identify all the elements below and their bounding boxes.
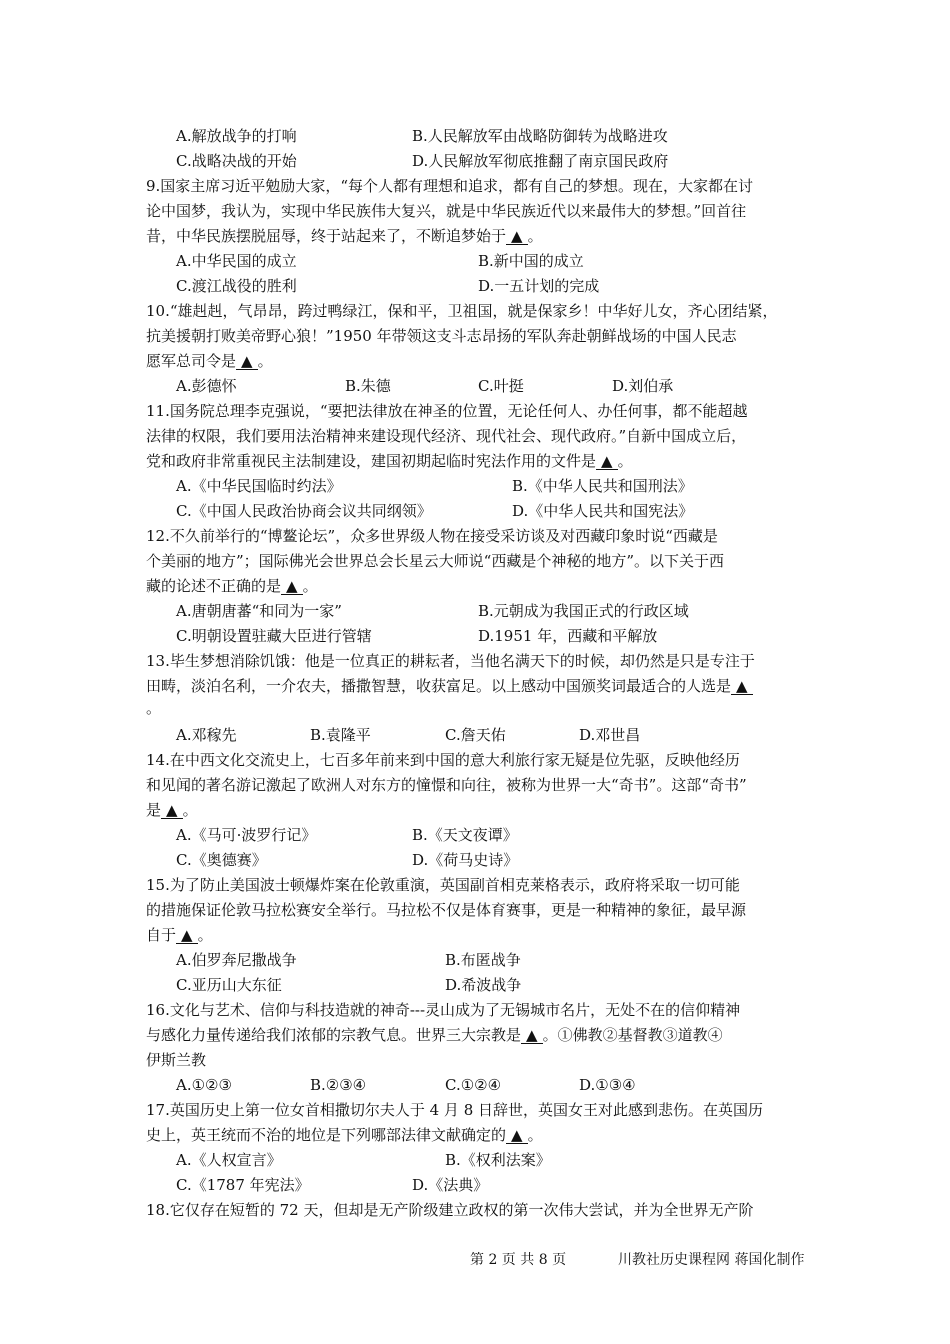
q18-stem-line1: 18.它仅存在短暂的 72 天，但却是无产阶级建立政权的第一次伟大尝试，并为全世界无产阶: [146, 1201, 754, 1219]
q14-stem-end: 。: [182, 801, 198, 819]
q8-option-c: C.战略决战的开始: [176, 152, 297, 170]
q8-option-d: D.人民解放军彻底推翻了南京国民政府: [412, 152, 669, 170]
q12-option-a: A.唐朝唐蕃“和同为一家”: [176, 602, 342, 620]
q11-answer-blank: ▲: [596, 453, 618, 470]
q16-answer-blank: ▲: [521, 1027, 543, 1044]
q11-stem-end: 。: [617, 452, 633, 470]
q16-stem-line3: 伊斯兰教: [146, 1051, 207, 1069]
q10-option-b: B.朱德: [345, 377, 391, 395]
q9-stem-text: 昔，中华民族摆脱屈辱，终于站起来了，不断追梦始于: [146, 227, 507, 245]
q14-option-d: D.《荷马史诗》: [412, 851, 519, 869]
q13-option-d: D.邓世昌: [579, 726, 641, 744]
footer-credit: 川教社历史课程网 蒋国化制作: [618, 1252, 805, 1268]
q15-stem-end: 。: [197, 926, 213, 944]
q11-stem-line3: [146, 451, 633, 471]
q12-option-c: C.明朝设置驻藏大臣进行管辖: [176, 627, 372, 645]
q15-stem-text: 自于: [146, 926, 177, 944]
q13-stem-text: 田畴，淡泊名利，一介农夫，播撒智慧，收获富足。以上感动中国颁奖词最适合的人选是: [146, 677, 732, 695]
q9-answer-blank: ▲: [506, 228, 528, 245]
q9-stem-line3: [146, 226, 543, 246]
q14-stem-text: 是: [146, 801, 162, 819]
q17-stem-text: 史上，英王统而不治的地位是下列哪部法律文献确定的: [146, 1126, 507, 1144]
q9-option-d: D.一五计划的完成: [478, 277, 600, 295]
q15-option-d: D.希波战争: [445, 976, 522, 994]
q15-option-c: C.亚历山大东征: [176, 976, 282, 994]
q17-stem-line1: 17.英国历史上第一位女首相撒切尔夫人于 4 月 8 日辞世，英国女王对此感到悲伤。在英国历: [146, 1101, 764, 1119]
q11-option-c: C.《中国人民政治协商会议共同纲领》: [176, 502, 432, 520]
q16-option-a: A.①②③: [176, 1076, 232, 1094]
q8-option-b: B.人民解放军由战略防御转为战略进攻: [412, 127, 668, 145]
q11-option-b: B.《中华人民共和国刑法》: [512, 477, 693, 495]
q17-option-b: B.《权利法案》: [445, 1151, 551, 1169]
q14-answer-blank: ▲: [161, 802, 183, 819]
q12-answer-blank: ▲: [281, 578, 303, 595]
q16-option-d: D.①③④: [579, 1076, 636, 1094]
q16-stem-choices: 。①佛教②基督教③道教④: [542, 1026, 723, 1044]
q8-option-a: A.解放战争的打响: [176, 127, 297, 145]
q17-option-a: A.《人权宣言》: [176, 1151, 282, 1169]
q15-stem-line3: [146, 925, 213, 945]
q15-option-b: B.布匿战争: [445, 951, 521, 969]
q13-option-c: C.詹天佑: [445, 726, 506, 744]
q10-stem-line2: 抗美援朝打败美帝野心狼！”1950 年带领这支斗志昂扬的军队奔赴朝鲜战场的中国人民志: [146, 327, 737, 345]
q14-stem-line1: 14.在中西文化交流史上，七百多年前来到中国的意大利旅行家无疑是位先驱，反映他经历: [146, 751, 740, 769]
q9-option-c: C.渡江战役的胜利: [176, 277, 297, 295]
q9-stem-line1: 9.国家主席习近平勉励大家，“每个人都有理想和追求，都有自己的梦想。现在，大家都在讨: [146, 177, 753, 195]
page-number: 第 2 页 共 8 页: [470, 1252, 567, 1268]
q15-answer-blank: ▲: [176, 927, 198, 944]
q17-stem-line2: [146, 1125, 543, 1145]
q16-stem-text: 与感化力量传递给我们浓郁的宗教气息。世界三大宗教是: [146, 1026, 522, 1044]
q11-stem-line1: 11.国务院总理李克强说，“要把法律放在神圣的位置，无论任何人、办任何事，都不能超越: [146, 402, 748, 420]
q17-stem-end: 。: [527, 1126, 543, 1144]
q9-stem-line2: 论中国梦，我认为，实现中华民族伟大复兴，就是中华民族近代以来最伟大的梦想。”回首往: [146, 202, 747, 220]
q10-option-d: D.刘伯承: [612, 377, 674, 395]
q13-option-a: A.邓稼先: [176, 726, 237, 744]
q11-option-a: A.《中华民国临时约法》: [176, 477, 342, 495]
q10-option-a: A.彭德怀: [176, 377, 237, 395]
q13-answer-blank: ▲: [731, 678, 753, 695]
q12-option-d: D.1951 年，西藏和平解放: [478, 627, 658, 645]
q10-stem-end: 。: [257, 352, 273, 370]
q14-option-a: A.《马可·波罗行记》: [176, 826, 317, 844]
q10-stem-line3: [146, 351, 273, 371]
q16-option-b: B.②③④: [310, 1076, 367, 1094]
q11-stem-line2: 法律的权限，我们要用法治精神来建设现代经济、现代社会、现代政府。”自新中国成立后，: [146, 427, 747, 445]
q15-stem-line1: 15.为了防止美国波士顿爆炸案在伦敦重演，英国副首相克莱格表示，政府将采取一切可能: [146, 876, 740, 894]
q16-option-c: C.①②④: [445, 1076, 502, 1094]
q11-stem-text: 党和政府非常重视民主法制建设，建国初期起临时宪法作用的文件是: [146, 452, 597, 470]
q14-stem-line3: [146, 800, 198, 820]
q10-option-c: C.叶挺: [478, 377, 524, 395]
q9-option-b: B.新中国的成立: [478, 252, 584, 270]
q12-stem-line3: [146, 576, 318, 596]
q14-option-c: C.《奥德赛》: [176, 851, 267, 869]
q10-answer-blank: ▲: [236, 353, 258, 370]
q12-stem-text: 藏的论述不正确的是: [146, 577, 282, 595]
q16-stem-line1: 16.文化与艺术、信仰与科技造就的神奇---灵山成为了无锡城市名片，无处不在的信仰精神: [146, 1001, 741, 1019]
q15-stem-line2: 的措施保证伦敦马拉松赛安全举行。马拉松不仅是体育赛事，更是一种精神的象征，最早源: [146, 901, 747, 919]
q13-stem-line1: 13.毕生梦想消除饥饿：他是一位真正的耕耘者，当他名满天下的时候，却仍然是只是专注于: [146, 652, 755, 670]
q9-stem-end: 。: [527, 227, 543, 245]
q13-stem-end: 。: [146, 699, 162, 717]
q17-option-d: D.《法典》: [412, 1176, 489, 1194]
q17-answer-blank: ▲: [506, 1127, 528, 1144]
q14-option-b: B.《天文夜谭》: [412, 826, 518, 844]
q12-stem-line1: 12.不久前举行的“博鳌论坛”，众多世界级人物在接受采访谈及对西藏印象时说“西藏是: [146, 527, 718, 545]
q12-stem-line2: 个美丽的地方”；国际佛光会世界总会长星云大师说“西藏是个神秘的地方”。以下关于西: [146, 552, 725, 570]
q10-stem-line1: 10.“雄赳赳，气昂昂，跨过鸭绿江，保和平，卫祖国，就是保家乡！中华好儿女，齐心团结紧，: [146, 302, 778, 320]
q13-stem-line2: [146, 676, 753, 696]
q14-stem-line2: 和见闻的著名游记激起了欧洲人对东方的憧憬和向往，被称为世界一大“奇书”。这部“奇书”: [146, 776, 747, 794]
q10-stem-text: 愿军总司令是: [146, 352, 237, 370]
q13-option-b: B.袁隆平: [310, 726, 371, 744]
q16-stem-line2: [146, 1025, 723, 1045]
q17-option-c: C.《1787 年宪法》: [176, 1176, 310, 1194]
q15-option-a: A.伯罗奔尼撒战争: [176, 951, 297, 969]
q12-stem-end: 。: [302, 577, 318, 595]
q11-option-d: D.《中华人民共和国宪法》: [512, 502, 694, 520]
q9-option-a: A.中华民国的成立: [176, 252, 297, 270]
q12-option-b: B.元朝成为我国正式的行政区域: [478, 602, 689, 620]
